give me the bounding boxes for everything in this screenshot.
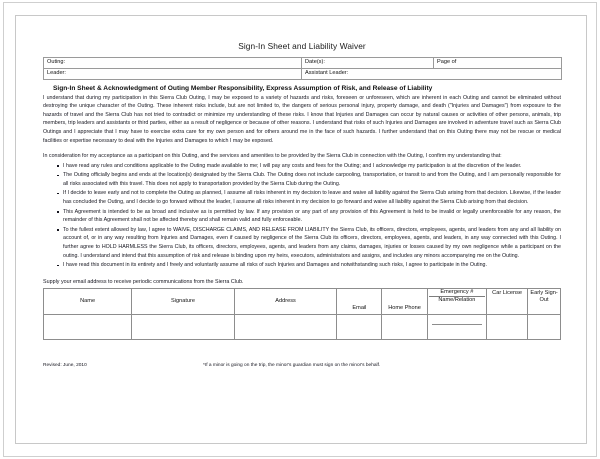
cell-car-license[interactable] xyxy=(487,315,528,340)
clause-item: I have read any rules and conditions applicable to the Outing made available to me; I will pay any costs and fees for the Outing; and I acknowledge my participation is at the discretion of the leader. xyxy=(57,162,561,171)
cell-email[interactable] xyxy=(337,315,382,340)
document-content xyxy=(43,42,561,375)
cell-signature[interactable] xyxy=(132,315,235,340)
cell-early-sign-out[interactable] xyxy=(528,315,561,340)
early-sign-out-label: Early Sign-Out xyxy=(530,290,558,303)
column-header-name: Name xyxy=(44,289,132,315)
outing-field-label[interactable]: Outing: xyxy=(44,58,302,69)
cell-emergency[interactable] xyxy=(427,315,486,340)
email-collection-note: Supply your email address to receive periodic communications from the Sierra Club. xyxy=(43,278,244,285)
revised-date: Revised: June, 2010 xyxy=(43,363,87,369)
cell-home-phone[interactable] xyxy=(382,315,427,340)
minor-guardian-note: *If a minor is going on the trip, the minor's guardian must sign on the minor's behalf. xyxy=(203,363,381,369)
signature-grid-head xyxy=(44,289,561,315)
clause-item: To the fullest extent allowed by law, I agree to WAIVE, DISCHARGE CLAIMS, AND RELEASE FROM LIABILITY the Sierra Club, its officers, directors, employees, agents, and leaders from any and all liability on account of, or in any way resulting from Injuries and Damages, even if caused by negligence of the Sierra Club its officers, directors, employees, agents, and leaders, in any way connected with this Outing. I further agree to HOLD HARMLESS the Sierra Club, its officers, directors, employees, agents, and leaders from any claims, damages, injuries or losses caused by my own negligence while a participant on the outing. I understand and intend that this assumption of risk and release is binding upon my heirs, executors, administrators and assigns, and includes any minors accompanying me on the Outing. xyxy=(57,226,561,260)
clause-item: I have read this document in its entirety and I freely and voluntarily assume all risks of such Injuries and Damages and notwithstanding such risks, I agree to participate in the Outing. xyxy=(57,261,561,270)
car-license-label: Car License xyxy=(492,290,523,297)
column-header-home-phone xyxy=(382,289,427,315)
page-outer-frame xyxy=(3,2,597,457)
clause-list xyxy=(43,162,561,270)
clause-item: If I decide to leave early and not to complete the Outing as planned, I assume all risks inherent in my decision to leave and waive all liability against the Sierra Club arising from that decision. Likewise, if the leader has concluded the Outing, and I decide to go forward without the leader, I assume all risks inherent in my decision to go forward and waive all liability against the Sierra Club arising from that decision. xyxy=(57,189,561,206)
body-paragraph-1: I understand that during my participation in this Sierra Club Outing, I may be exposed to a variety of hazards and risks, foreseen or unforeseen, which are inherent in each Outing and cannot be eliminated without destroying the unique character of the Outing. These inherent risks include, but are not limited to, the dangers of serious personal injury, property damage, and death ("Injuries and Damages") from exposure to the hazards of travel and the Sierra Club has not tried to contradict or minimize my understanding of these risks. I know that Injuries and Damages can occur by natural causes or activities of other persons, animals, trip members, trip leaders and assistants or third parties, either as a result of negligence or because of other reasons. I understand that risks of such Injuries and Damages are involved in adventure travel such as Sierra Club Outings and I appreciate that I may have to exercise extra care for my own person and for others around me in the face of such hazards. I further understand that on this Outing there may not be rescue or medical facilities or expertise necessary to deal with the Injuries and Damages to which I may be exposed. xyxy=(43,94,561,144)
emergency-cell-divider xyxy=(432,324,482,325)
emergency-number-label: Emergency # xyxy=(440,289,474,296)
clause-item: The Outing officially begins and ends at the location(s) designated by the Sierra Club. The Outing does not include carpooling, transportation, or transit to and from the Outing, and I am personally responsible for all risks associated with this travel. This does not apply to transportation provided by the Sierra Club during the Outing. xyxy=(57,171,561,188)
column-header-car-license xyxy=(487,289,528,315)
signature-grid-body xyxy=(44,315,561,340)
section-heading: Sign-In Sheet & Acknowledgment of Outing Member Responsibility, Express Assumption of Risk, and Release of Liability xyxy=(53,85,433,93)
home-phone-line-1: Home Phone xyxy=(388,304,421,311)
column-header-emergency xyxy=(427,289,486,315)
column-header-email: Email xyxy=(337,289,382,315)
clause-item: This Agreement is intended to be as broad and inclusive as is permitted by law. If any provision or any part of any provision of this Agreement is held to be invalid or legally unenforceable for any reason, the remainder of this Agreement shall not be affected thereby and shall remain valid and fully enforceable. xyxy=(57,208,561,225)
cell-name[interactable] xyxy=(44,315,132,340)
column-header-signature: Signature xyxy=(132,289,235,315)
column-header-address: Address xyxy=(234,289,337,315)
cell-address[interactable] xyxy=(234,315,337,340)
info-row-1 xyxy=(44,58,562,69)
page-field-label[interactable]: Page of xyxy=(434,58,562,69)
body-paragraph-2: In consideration for my acceptance as a participant on this Outing, and the services and amenities to be provided by the Sierra Club in connection with the Outing, I confirm my understanding that: xyxy=(43,153,502,160)
page-title: Sign-In Sheet and Liability Waiver xyxy=(238,41,366,51)
signature-grid-table xyxy=(43,288,561,340)
signature-grid-header-row xyxy=(44,289,561,315)
column-header-early-sign-out xyxy=(528,289,561,315)
name-relation-label: Name/Relation xyxy=(438,296,476,303)
document-footer xyxy=(43,363,561,375)
page-inner-frame xyxy=(15,15,587,444)
leader-field-label[interactable]: Leader: xyxy=(44,69,302,80)
info-row-2 xyxy=(44,69,562,80)
assistant-leader-field-label[interactable]: Assistant Leader: xyxy=(302,69,562,80)
table-row xyxy=(44,315,561,340)
outing-info-table xyxy=(43,57,562,80)
dates-field-label[interactable]: Date(s): xyxy=(302,58,434,69)
